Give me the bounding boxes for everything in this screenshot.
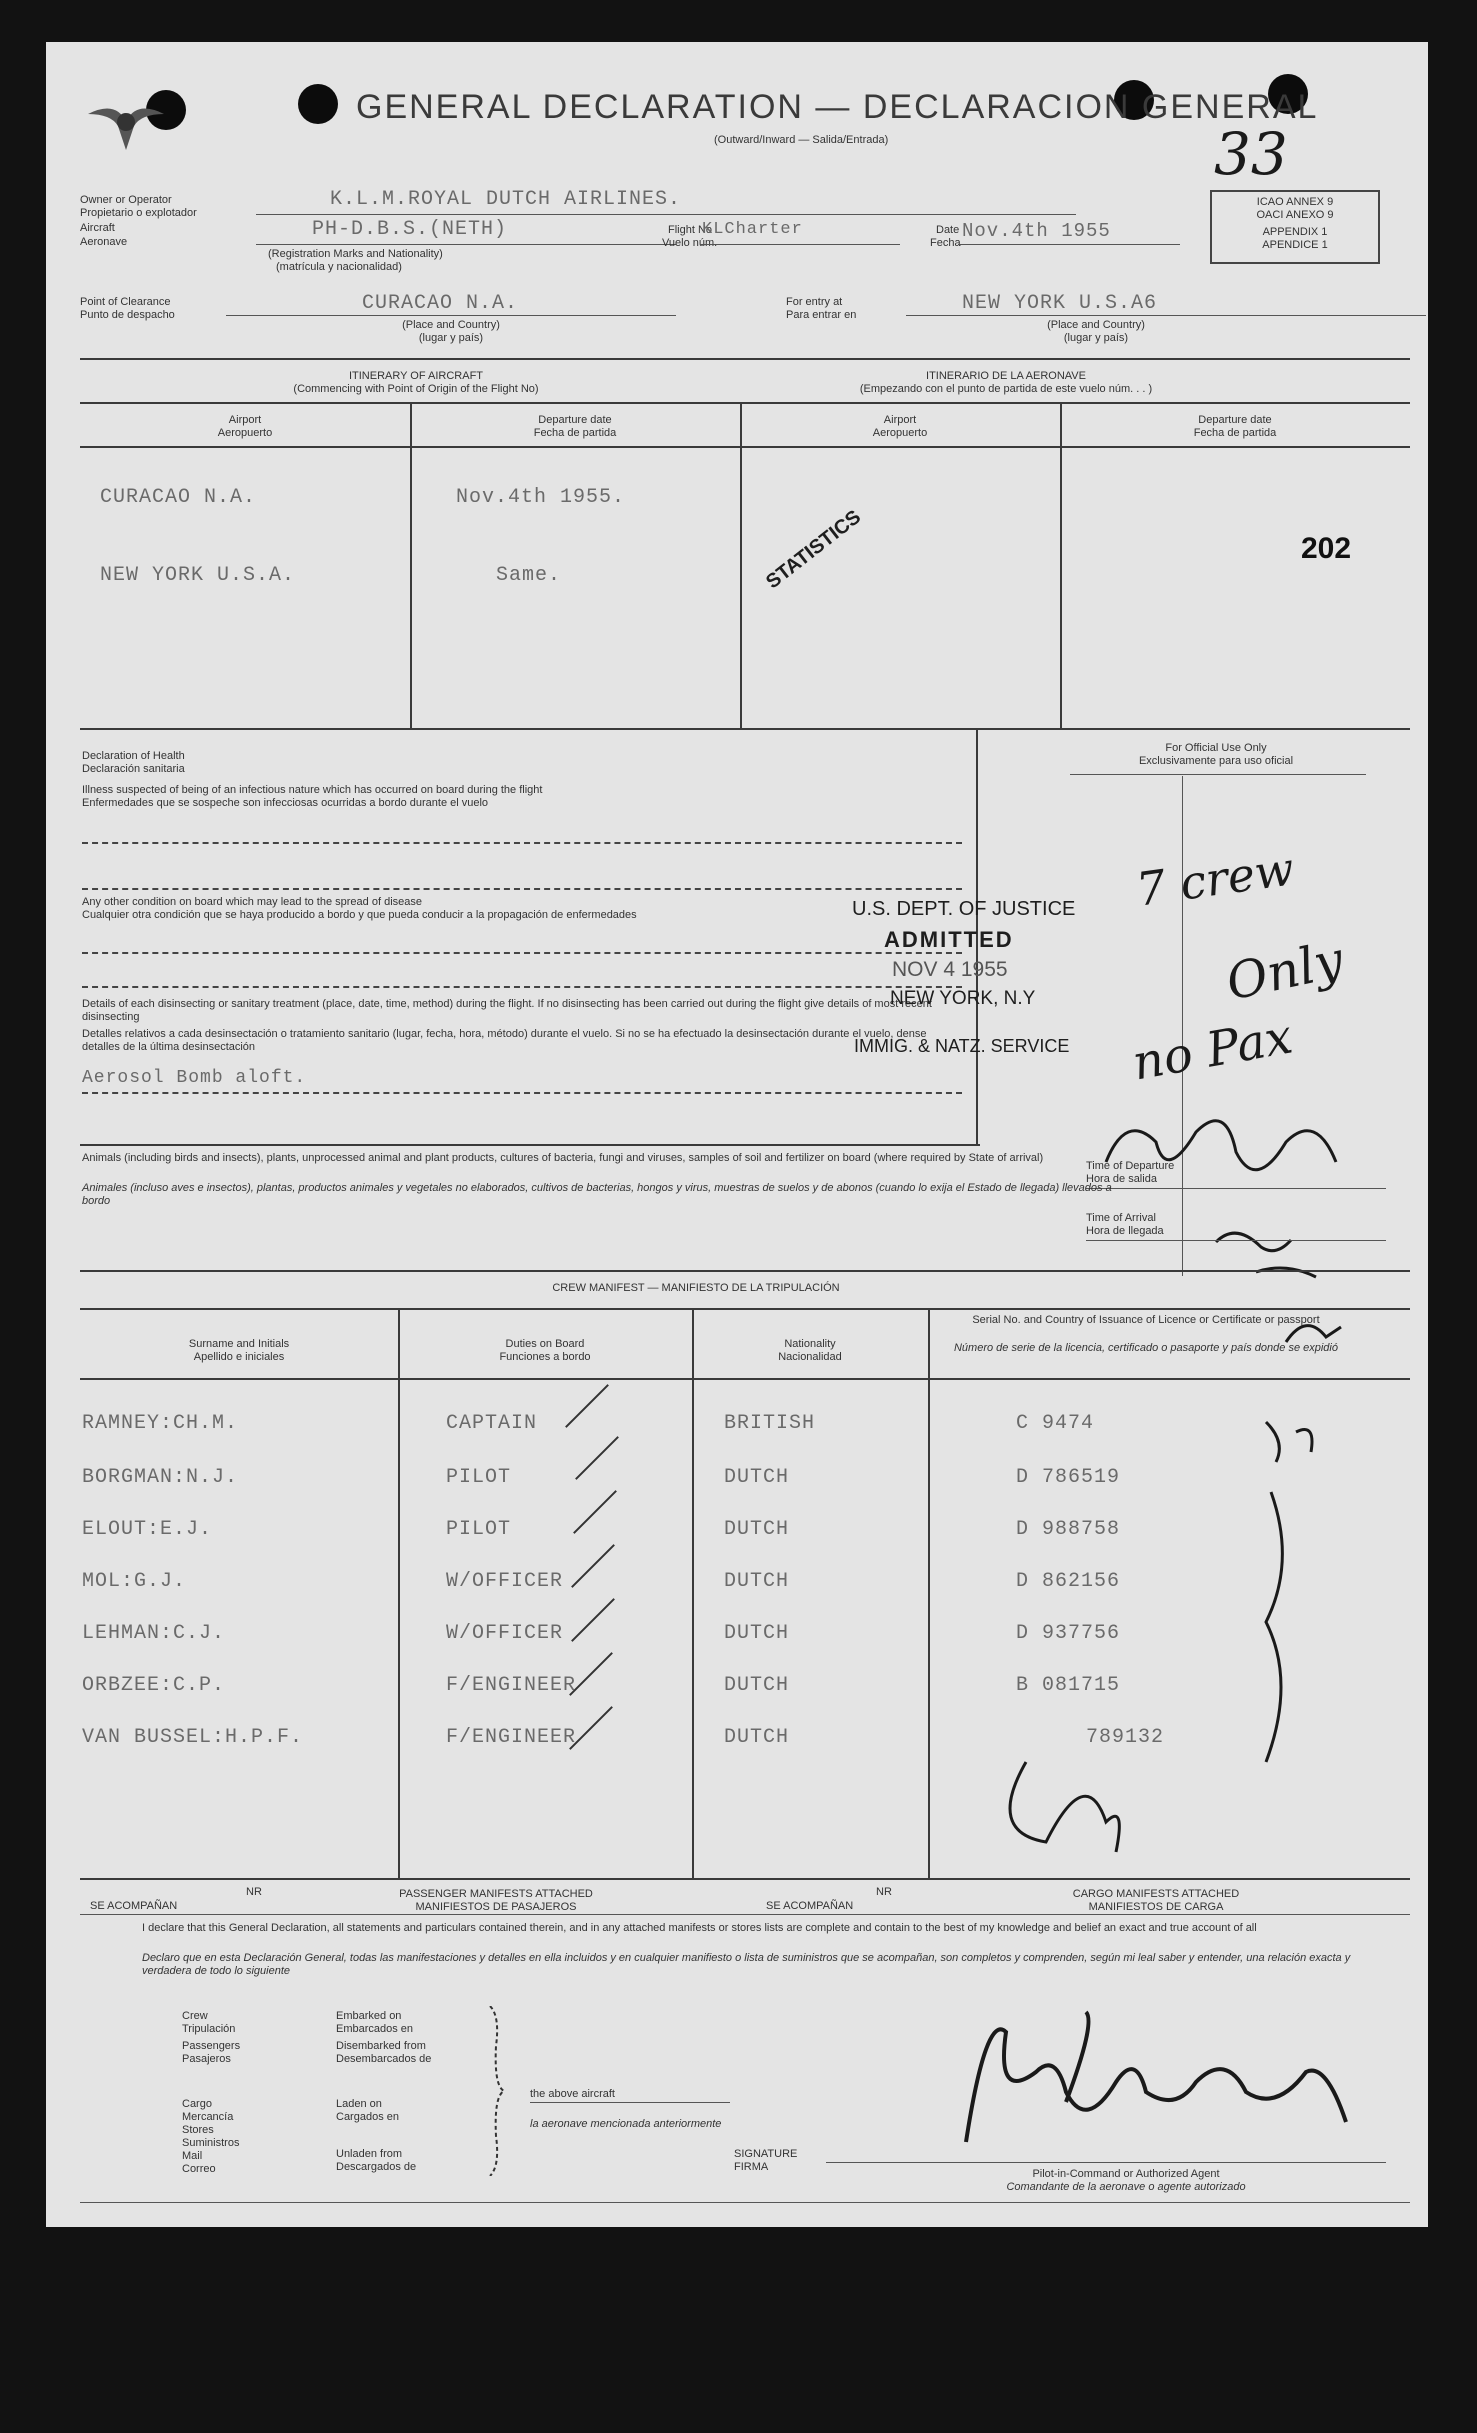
crew-duty: PILOT [446, 1518, 512, 1541]
crew-name: MOL:G.J. [82, 1570, 187, 1593]
check-mark [571, 1598, 615, 1642]
crew-nationality: DUTCH [724, 1674, 790, 1697]
crew-serial: D 786519 [1016, 1466, 1121, 1489]
annex-box: ICAO ANNEX 9 OACI ANEXO 9 APPENDIX 1 APENDICE 1 [1210, 190, 1380, 264]
crew-nationality: DUTCH [724, 1726, 790, 1749]
date-label: Date [936, 224, 960, 236]
aircraft-label-es: Aeronave [80, 236, 128, 248]
crew-serial: 789132 [1086, 1726, 1165, 1749]
punch-hole [298, 84, 338, 124]
date-value: Nov.4th 1955 [962, 220, 1111, 242]
check-mark [571, 1544, 615, 1588]
itinerary-airport-1: CURACAO N.A. [100, 486, 257, 509]
above-aircraft: the above aircraft [530, 2088, 615, 2100]
flight-value: KLCharter [702, 220, 803, 239]
admitted-stamp-line-2: ADMITTED [884, 927, 1014, 952]
itinerary-date-2: Same. [496, 564, 562, 587]
clearance-label: Point of Clearance [80, 296, 171, 308]
crew-duty: F/ENGINEER [446, 1674, 577, 1697]
owner-value: K.L.M.ROYAL DUTCH AIRLINES. [330, 188, 682, 211]
crew-name: VAN BUSSEL:H.P.F. [82, 1726, 304, 1749]
crew-nationality: DUTCH [724, 1466, 790, 1489]
page-number-handwritten: 33 [1214, 120, 1288, 188]
handwritten-note-line-3: no Pax [1128, 1008, 1297, 1092]
crew-serial: D 862156 [1016, 1570, 1121, 1593]
crew-nationality: DUTCH [724, 1518, 790, 1541]
aircraft-label: Aircraft [80, 222, 115, 234]
entry-label: For entry at [786, 296, 843, 308]
crew-serial: C 9474 [1016, 1412, 1095, 1435]
document-sheet: GENERAL DECLARATION — DECLARACION GENERAL (Outward/Inward — Salida/Entrada) 33 ICAO ANNEX 9 OACI ANEXO 9 APPENDIX 1 APENDICE 1 Owner or Operator Propietario o explotador K.L.M.ROYAL DUTCH AIRLINES. Aircraft Aeronave PH-D.B.S.(NETH) (Registration Marks and Nationality) (matrícula y nacionalidad) Flight No Vuelo núm. KLCharter Date Fecha Nov.4th 1955 Point of Clearance Punto de despacho CURACAO N.A. (Place and Country) (lugar y país) For entry at Para entrar en NEW YORK U.S.A6 (Place and Country) (lugar y país) ITINERARY OF AIRCRAFT (Commencing with Point of Origin of the Flight No) ITINERARIO DE LA AERONAVE (Empezando con el punto de partida de este vuelo núm. . . ) Airport Aeropuerto Departure date Fecha de partida Airport Aeropuerto Departure date Fecha de partida CURACAO N.A. Nov.4th 1955. NEW YORK U.S.A. Same. STATISTICS 202 Declaration of Health Declaración sanitaria Illness suspected of being of an infectious nature which has occurred on board during the flight Enfermedades que se sospeche son infecciosas ocurridas a bordo durante el vuelo Any other condition on board which may lead to the spread of disease Cualquier otra condición que se haya producido a bordo y que pueda conducir a la propagación de enfermedades Details of each disinsecting or sanitary treatment (place, date, time, method) during the flight. If no disinsecting has been carried out during the flight give details of most recent disinsecting Detalles relativos a cada desinsectación o tratamiento sanitario (lugar, fecha, hora, método) durante el vuelo. Si no se ha efectuado la desinsectación durante el vuelo, dense detalles de la última desinsectación Aerosol Bomb aloft. For Official Use Only Exclusivamente para uso oficial U.S. DEPT. OF JUSTICE ADMITTED NOV 4 1955 NEW YORK, N.Y IMMIG. & NATZ. SERVICE 7 crew Only no Pax Time of Departure Hora de salida Time of Arrival Hora de llegada Animals (including birds and insects), plants, unprocessed animal and plant products, cultures of bacteria, fungi and viruses, samples of soil and fertilizer on board (where required by State of arrival) Animales (incluso aves e insectos), plantas, productos animales y vegetales no elaborados, cultivos de bacterias, hongos y virus, muestras de suelos y de abonos (cuando lo exija el Estado de llegada) llevados a bordo CREW MANIFEST — MANIFIESTO DE LA TRIPULACIÓN Surname and Initials Apellido e iniciales Duties on Board Funciones a bordo Nationality Nacionalidad Serial No. and Country of Issuance of Licence or Certificate or passport Número de serie de la licencia, certificado o pasaporte y país donde se expidió RAMNEY:CH.M. CAPTAIN BRITISH C 9474 BORGMAN:N.J. PILOT DUTCH D 786519 ELOUT:E.J. PILOT DUTCH D 988758 MOL:G.J. W/OFFICER DUTCH D 862156 LEHMAN:C.J. W/OFFICER DUTCH D 937756 ORBZEE:C.P. F/ENGINEER DUTCH B 081715 VAN BUSSEL:H.P.F. F/ENGINEER DUTCH 789132 NR SE ACOMPAÑAN PASSENGER MANIFESTS ATTACHED MANIFIESTOS DE PASAJEROS NR SE ACOMPAÑAN CARGO MANIFESTS ATTACHED MANIFIESTOS DE CARGA I declare that this General Declaration, all statements and particulars contained therein, and in any attached manifests or stores lists are complete and contain to the best of my knowledge and belief an exact and true account of all Declaro que en esta Declaración General, todas las manifestaciones y detalles en ella incluidos y en cualquier manifiesto o lista de suministros que se acompañan, son completos y comprenden, según mi leal saber y entender, una relación exacta y verdadera de todo lo siguiente Crew Tripulación Passengers Pasajeros Embarked on Embarcados en Disembarked from Desembarcados de Cargo Mercancía Stores Suministros Mail Correo Laden on Cargados en Unladen from Descargados de the above aircraft la aeronave mencionada anteriormente SIGNATURE FIRMA Pilot-in-Command or Authorized Agent Comandante de la aeronave o agente autorizado [46, 42, 1428, 2227]
crew-duty: CAPTAIN [446, 1412, 538, 1435]
page-title: GENERAL DECLARATION — DECLARACION GENERAL [356, 88, 1319, 126]
check-mark [573, 1490, 617, 1534]
declaration-text: I declare that this General Declaration, all statements and particulars contained therein, and in any attached manifests or stores lists are complete and contain to the best of my knowledge and belief an exact and true account of all [142, 1922, 1257, 1934]
crew-name: BORGMAN:N.J. [82, 1466, 239, 1489]
admitted-stamp-line-1: U.S. DEPT. OF JUSTICE [852, 898, 1076, 920]
check-mark [575, 1436, 619, 1480]
clearance-value: CURACAO N.A. [362, 292, 519, 315]
itinerary-title-es: ITINERARIO DE LA AERONAVE [926, 370, 1086, 382]
crew-name: ORBZEE:C.P. [82, 1674, 226, 1697]
bracket [486, 2006, 506, 2176]
disinfect-value: Aerosol Bomb aloft. [82, 1068, 307, 1088]
handwritten-note-line-2: Only [1221, 930, 1349, 1012]
crew-nationality: DUTCH [724, 1570, 790, 1593]
crew-manifest-title: CREW MANIFEST — MANIFIESTO DE LA TRIPULACIÓN [552, 1282, 840, 1294]
crew-duty: PILOT [446, 1466, 512, 1489]
itinerary-number: 202 [1301, 532, 1352, 565]
crew-name: ELOUT:E.J. [82, 1518, 213, 1541]
wings-logo-icon [86, 92, 166, 152]
crew-duty: F/ENGINEER [446, 1726, 577, 1749]
itinerary-title: ITINERARY OF AIRCRAFT [348, 370, 484, 382]
pic-label: Pilot-in-Command or Authorized Agent [1032, 2168, 1220, 2180]
itinerary-date-1: Nov.4th 1955. [456, 486, 626, 509]
crew-serial: B 081715 [1016, 1674, 1121, 1697]
crew-duty: W/OFFICER [446, 1570, 564, 1593]
statistics-stamp: STATISTICS [762, 505, 866, 594]
title-subtitle: (Outward/Inward — Salida/Entrada) [714, 134, 889, 146]
crew-nationality: DUTCH [724, 1622, 790, 1645]
passenger-manifests: PASSENGER MANIFESTS ATTACHED [399, 1888, 593, 1900]
time-arrival-label: Time of Arrival [1086, 1212, 1156, 1224]
health-label: Declaration of Health [82, 750, 185, 762]
crew-name: RAMNEY:CH.M. [82, 1412, 239, 1435]
owner-label: Owner or Operator [80, 194, 172, 206]
flight-label: Flight No [668, 224, 713, 236]
admitted-stamp-line-3: NOV 4 1955 [892, 958, 1008, 981]
check-mark [565, 1384, 609, 1428]
admitted-stamp-line-5: IMMIG. & NATZ. SERVICE [854, 1036, 1070, 1056]
crew-duty: W/OFFICER [446, 1622, 564, 1645]
crew-name: LEHMAN:C.J. [82, 1622, 226, 1645]
health-disinfect: Details of each disinsecting or sanitary treatment (place, date, time, method) during the flight. If no disinsecting has been carried out during the flight give details of most recent disinsecting [82, 998, 932, 1023]
handwritten-crew-marks [966, 1402, 1346, 1872]
captain-signature [946, 1992, 1366, 2162]
admitted-stamp-line-4: NEW YORK, N.Y [890, 988, 1036, 1009]
aircraft-value: PH-D.B.S.(NETH) [312, 218, 508, 241]
health-illness: Illness suspected of being of an infectious nature which has occurred on board during the flight [82, 784, 543, 796]
cargo-manifests: CARGO MANIFESTS ATTACHED [1072, 1888, 1240, 1900]
animals-label: Animals (including birds and insects), plants, unprocessed animal and plant products, cultures of bacteria, fungi and viruses, samples of soil and fertilizer on board (where required by State of arrival) [82, 1152, 1044, 1164]
handwritten-note-line-1: 7 crew [1133, 841, 1298, 917]
health-other: Any other condition on board which may lead to the spread of disease [82, 896, 422, 908]
official-label: For Official Use Only [1165, 742, 1267, 754]
entry-value: NEW YORK U.S.A6 [962, 292, 1158, 315]
itinerary-airport-2: NEW YORK U.S.A. [100, 564, 296, 587]
time-departure-label: Time of Departure [1086, 1160, 1175, 1172]
crew-serial: D 937756 [1016, 1622, 1121, 1645]
signature-label: SIGNATURE [734, 2148, 798, 2160]
crew-nationality: BRITISH [724, 1412, 816, 1435]
crew-serial: D 988758 [1016, 1518, 1121, 1541]
owner-label-es: Propietario o explotador [80, 207, 197, 219]
